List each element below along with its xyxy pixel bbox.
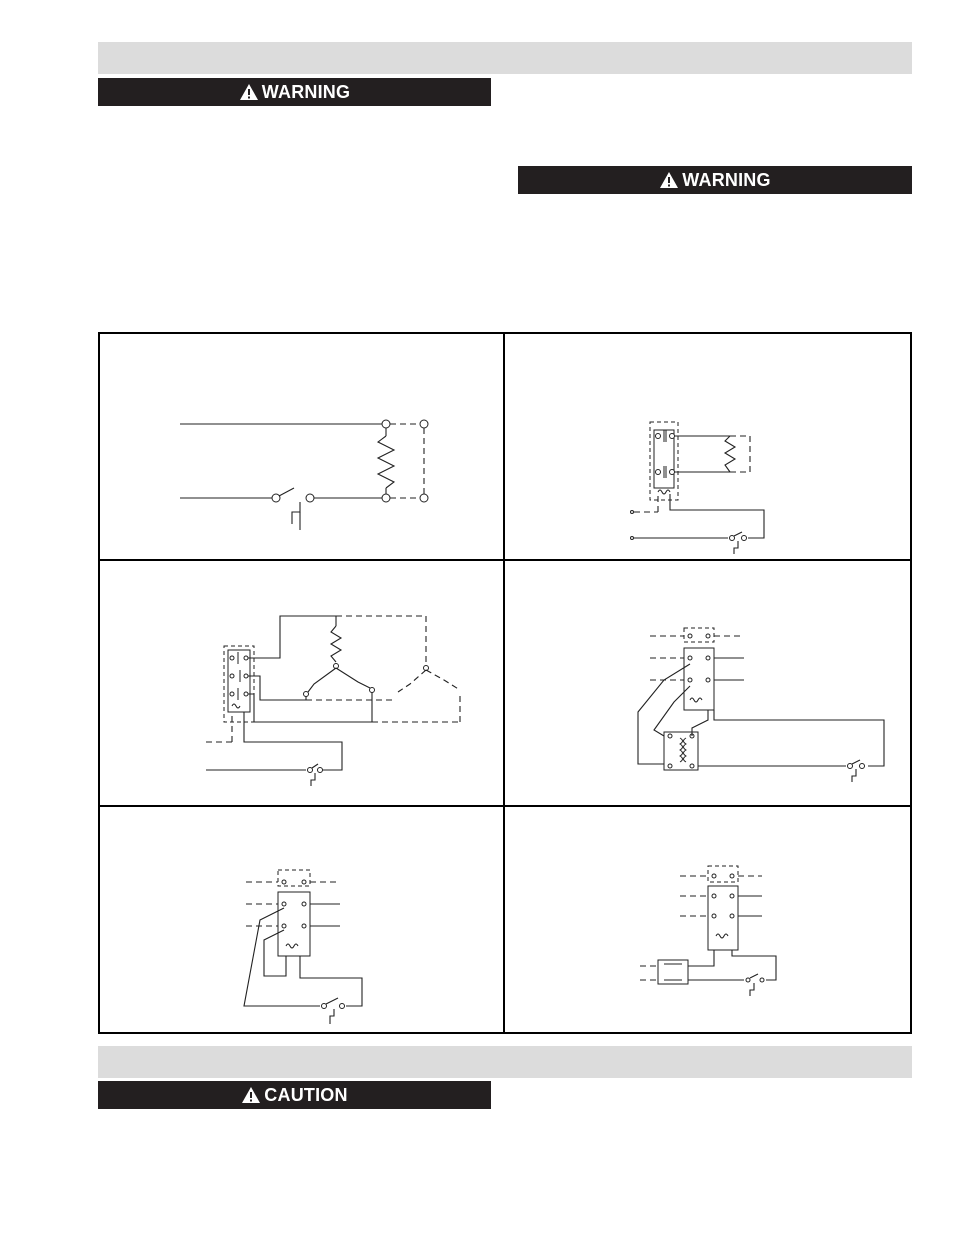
warning-banner [518, 166, 912, 194]
wiring-diagram [100, 806, 504, 1032]
section-header-band [98, 1046, 912, 1078]
wiring-diagram [504, 560, 910, 806]
diagram-contactor-transformer [504, 560, 910, 806]
warning-triangle-icon [239, 83, 259, 101]
wiring-diagram [100, 560, 504, 806]
wiring-diagram [504, 806, 910, 1032]
diagram-single-phase-contactor [504, 334, 910, 560]
warning-label: WARNING [682, 169, 771, 190]
caution-banner [98, 1081, 491, 1109]
section-header-band [98, 42, 912, 74]
diagram-contactor-relay [504, 806, 910, 1032]
caution-label: CAUTION [264, 1084, 348, 1105]
warning-banner [98, 78, 491, 106]
warning-triangle-icon [241, 1086, 261, 1104]
diagram-contactor-thermostat [100, 806, 504, 1032]
diagram-three-phase-delta [100, 560, 504, 806]
warning-triangle-icon [659, 171, 679, 189]
warning-label: WARNING [261, 81, 351, 102]
diagram-single-phase-thermostat [100, 334, 504, 560]
wiring-diagram [504, 334, 910, 560]
wiring-diagram-grid [98, 332, 912, 1034]
wiring-diagram [100, 334, 504, 560]
